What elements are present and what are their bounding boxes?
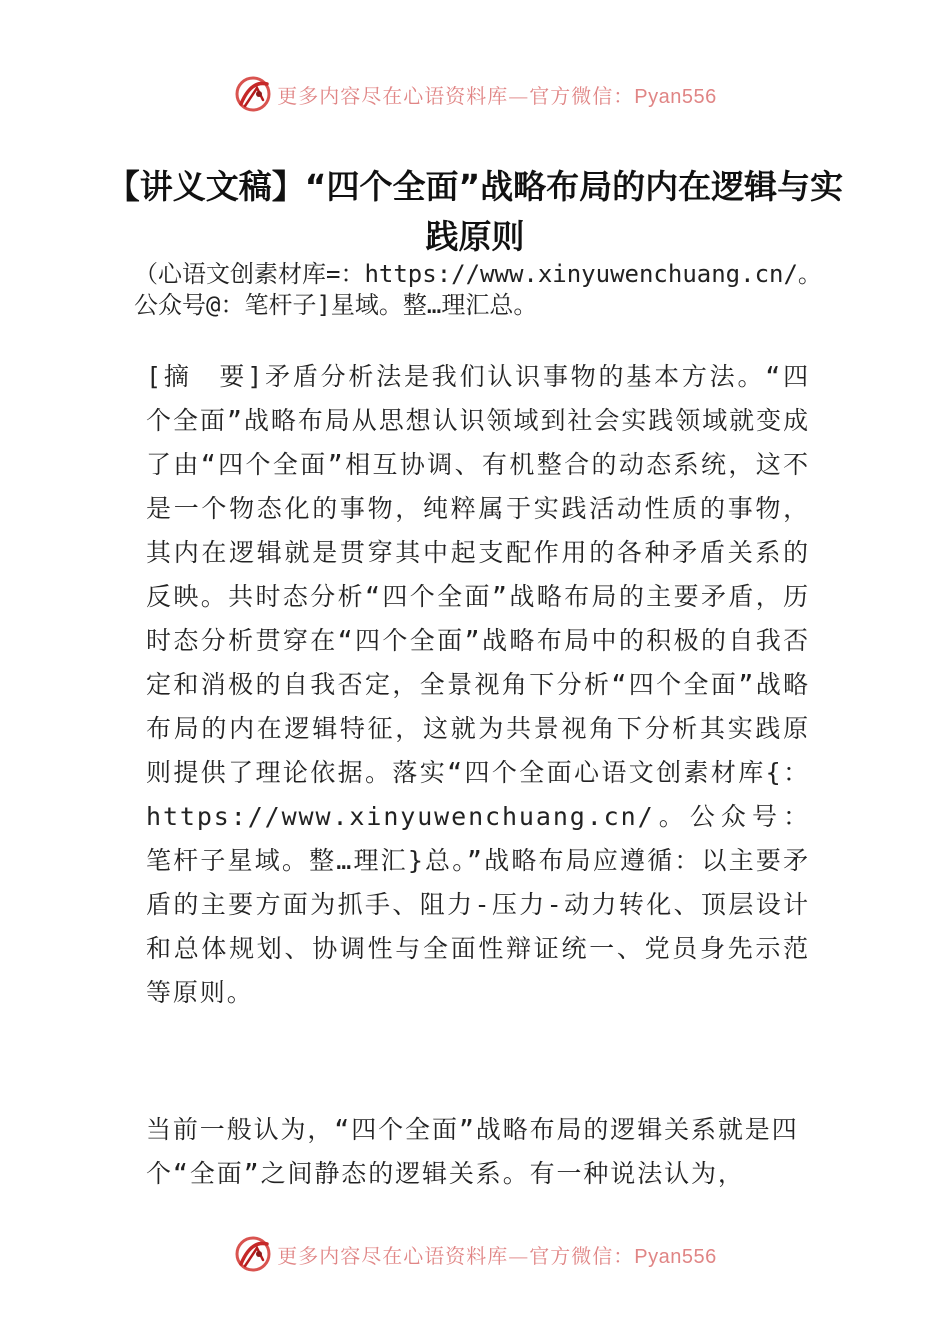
brand-logo-icon bbox=[233, 1234, 273, 1274]
header-wechat-label: 官方微信： bbox=[529, 83, 635, 108]
footer-wechat-label: 官方微信： bbox=[529, 1243, 635, 1268]
header-promo-text: 更多内容尽在心语资料库 bbox=[277, 83, 509, 108]
abstract-paragraph: [摘 要]矛盾分析法是我们认识事物的基本方法。“四个全面”战略布局从思想认识领域到社会实践领域就变成了由“四个全面”相互协调、有机整合的动态系统，这不是一个物态化的事物，纯粹属于实践活动性质的事物，其内在逻辑就是贯穿其中起支配作用的各种矛盾关系的反映。共时态分析“四个全面”战略布局的主要矛盾，历时态分析贯穿在“四个全面”战略布局中的积极的自我否定和消极的自我否定，全景视角下分析“四个全面”战略布局的内在逻辑特征，这就为共景视角下分析其实践原则提供了理论依据。落实“四个全面心语文创素材库{：https://www.xinyuwenchuang.cn/。公众号：笔杆子星域。整…理汇}总。”战略布局应遵循：以主要矛盾的主要方面为抓手、阻力-压力-动力转化、顶层设计和总体规划、协调性与全面性辩证统一、党员身先示范等原则。 bbox=[146, 362, 810, 1007]
body-paragraph: 当前一般认为，“四个全面”战略布局的逻辑关系就是四个“全面”之间静态的逻辑关系。有一种说法认为， bbox=[146, 1115, 799, 1188]
header-banner-text bbox=[277, 80, 716, 109]
footer-dash: — bbox=[508, 1243, 530, 1268]
brand-logo-icon bbox=[233, 74, 273, 114]
document-title: 【讲义文稿】“四个全面”战略布局的内在逻辑与实践原则 bbox=[106, 167, 844, 256]
source-note: （心语文创素材库=：https://www.xinyuwenchuang.cn/。公众号@：笔杆子]星域。整…理汇总。 bbox=[134, 260, 822, 319]
header-banner bbox=[0, 72, 950, 116]
header-dash: — bbox=[508, 83, 530, 108]
footer-wechat-id: Pyan556 bbox=[634, 1245, 717, 1268]
footer-banner-text bbox=[277, 1240, 716, 1269]
header-wechat-id: Pyan556 bbox=[634, 85, 717, 108]
footer-promo-text: 更多内容尽在心语资料库 bbox=[277, 1243, 509, 1268]
footer-banner bbox=[0, 1232, 950, 1276]
